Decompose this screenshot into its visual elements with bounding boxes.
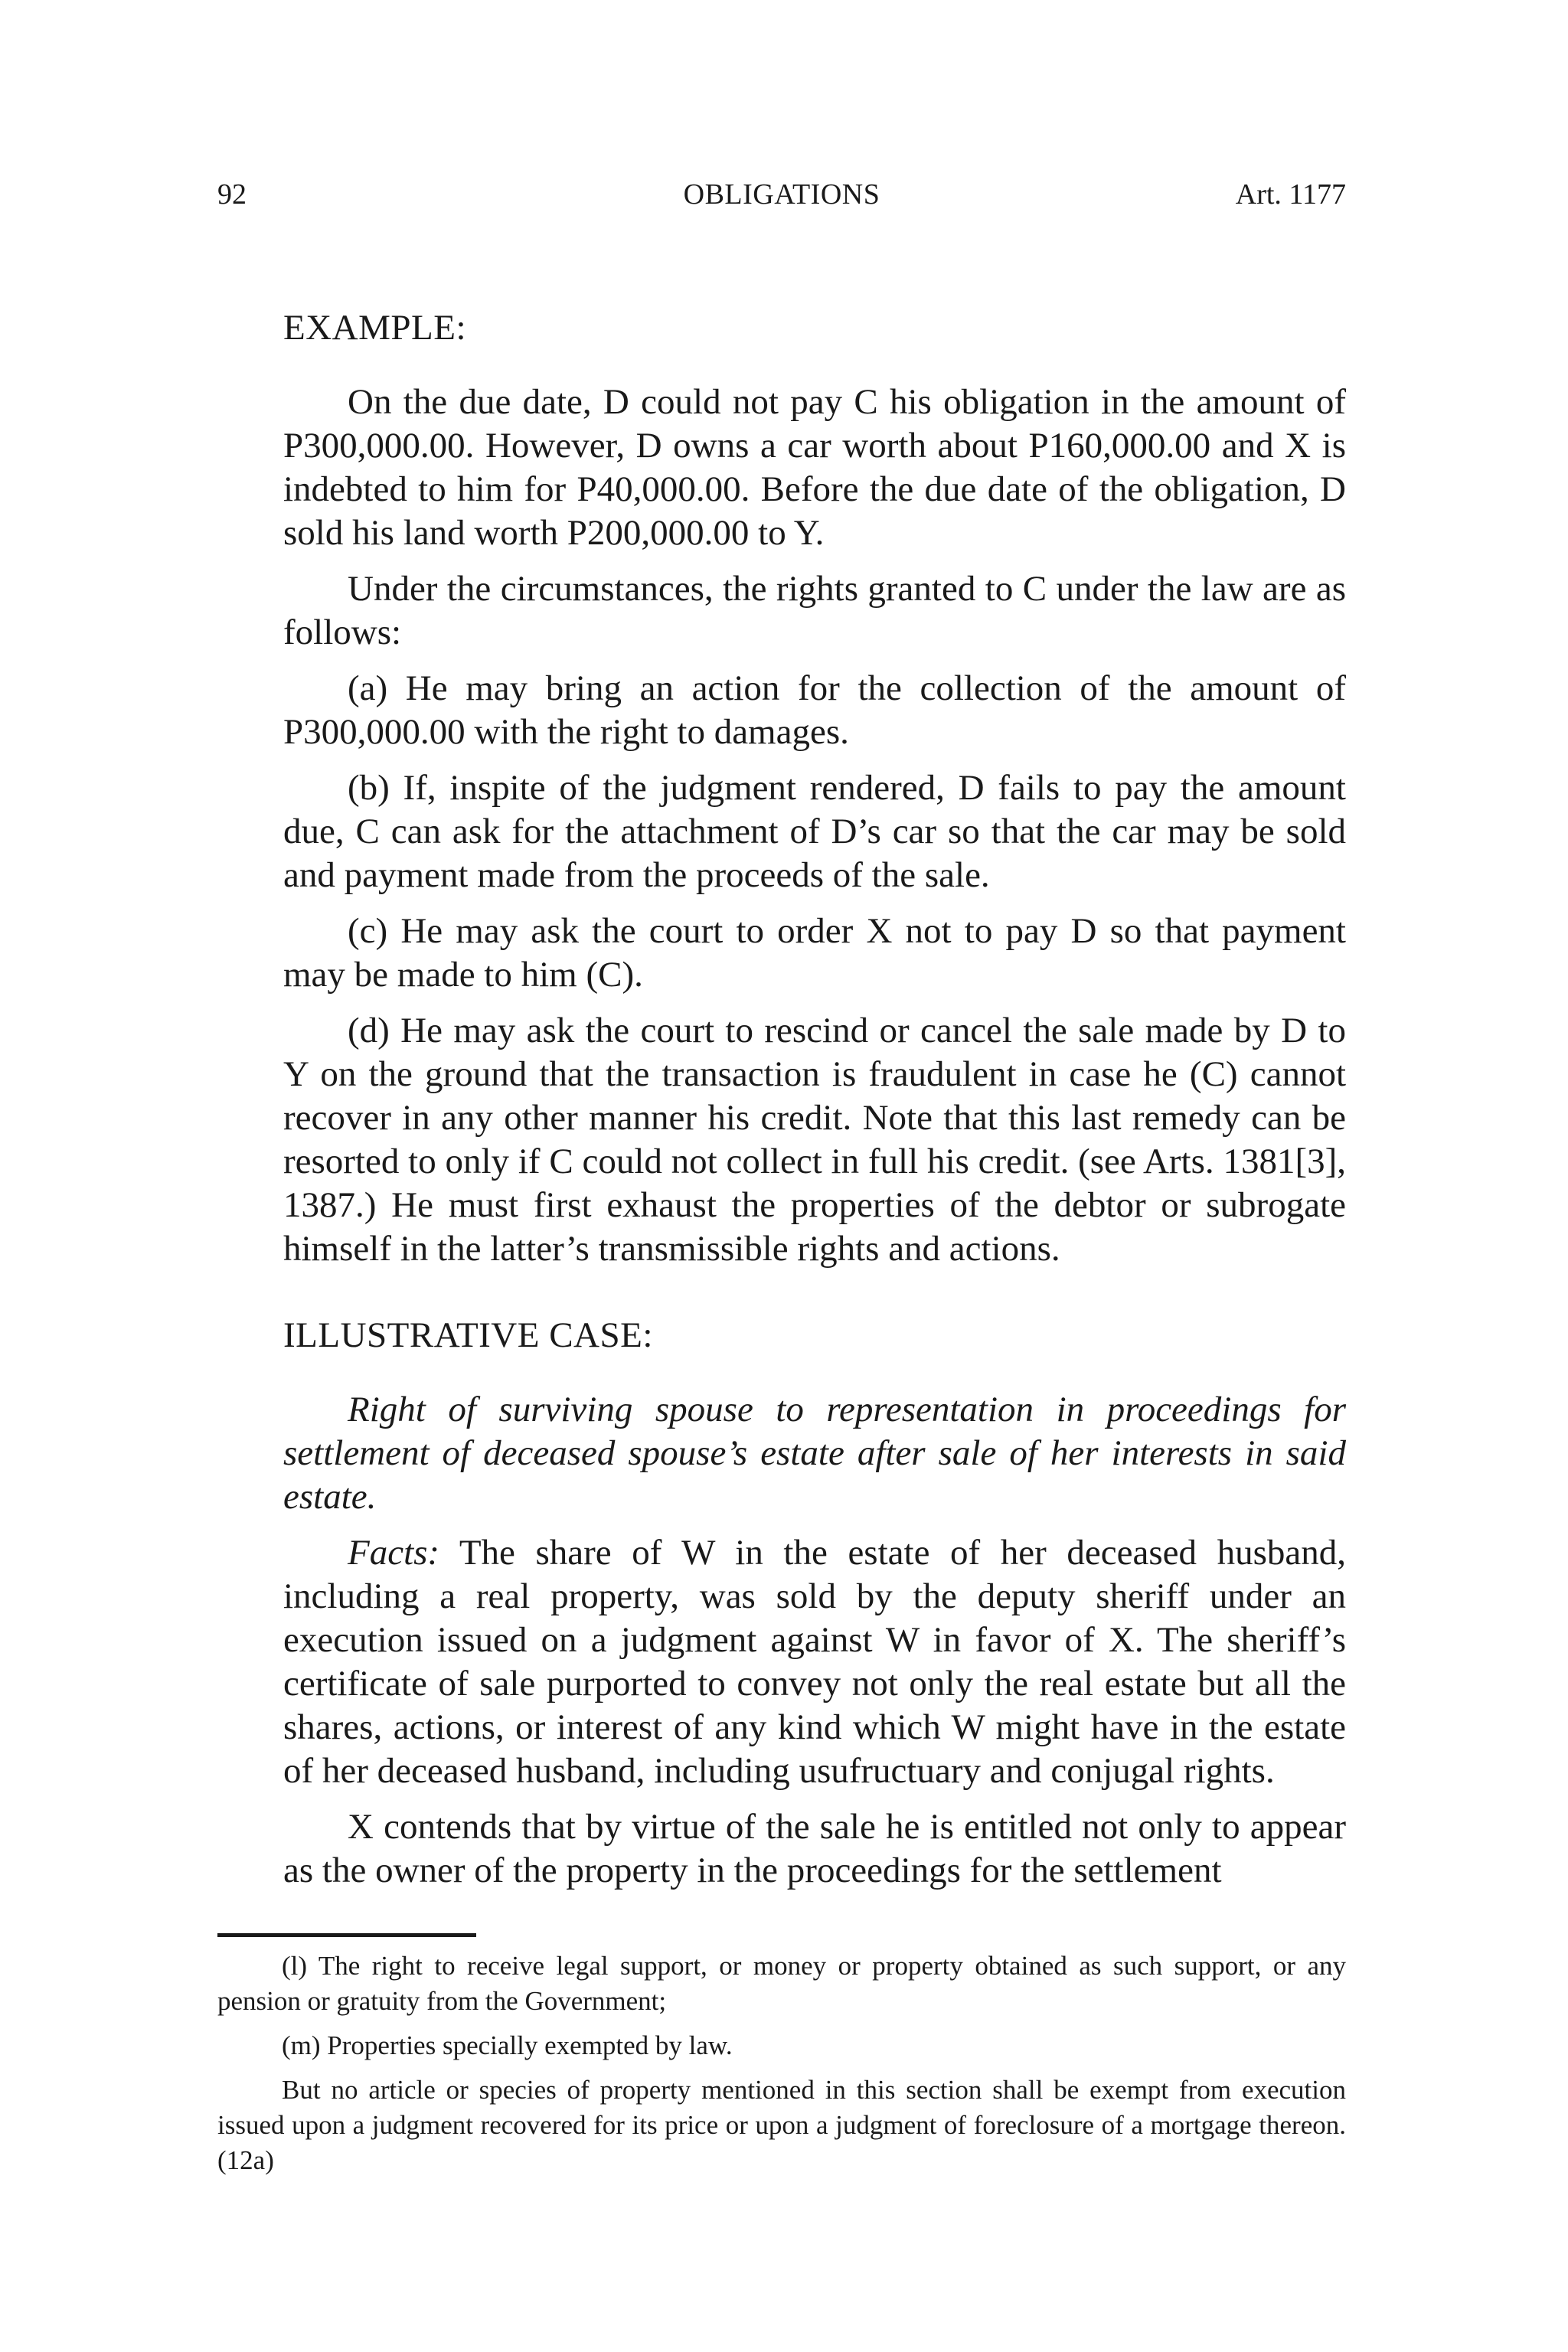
remedy-d: (d) He may ask the court to rescind or cancel the sale made by D to Y on the ground that the transaction is fraudulent in case he (C) cannot recover in any other manner his credit. Note that this last remedy can be resorted to only if C could not collect in full his credit. (see Arts. 1381[3], 1387.) He must first exhaust the properties of the debtor or subrogate himself in the latter’s transmissible rights and actions.: [283, 1011, 1346, 1269]
remedy-a: (a) He may bring an action for the collection of the amount of P300,000.00 with the right to damages.: [283, 668, 1346, 752]
example-heading: EXAMPLE:: [283, 308, 466, 348]
facts-text: The share of W in the estate of her deceased husband, including a real property, was sold by the deputy sheriff under an execution issued on a judgment against W in favor of X. The sheriff’s certificate of sale purported to convey not only the real estate but all the shares, actions, or interest of any kind which W might have in the estate of her deceased husband, including usufructuary and conjugal rights.: [283, 1533, 1346, 1791]
remedy-b: (b) If, inspite of the judgment rendered, D fails to pay the amount due, C can ask for the attachment of D’s car so that the car may be sold and payment made from the proceeds of the sale.: [283, 768, 1346, 895]
facts-label: Facts:: [348, 1533, 440, 1573]
illustrative-case-heading: ILLUSTRATIVE CASE:: [283, 1315, 653, 1355]
main-text: [283, 306, 1346, 1905]
footnote-item: But no article or species of property mentioned in this section shall be exempt from execution issued upon a judgment recovered for its price or upon a judgment of foreclosure of a mortgage thereon. (12a): [217, 2075, 1346, 2175]
footnotes: [217, 1949, 1346, 2187]
example-paragraph: Under the circumstances, the rights granted to C under the law are as follows:: [283, 569, 1346, 652]
example-paragraph: On the due date, D could not pay C his obligation in the amount of P300,000.00. However, D owns a car worth about P160,000.00 and X is indebted to him for P40,000.00. Before the due date of the obligation, D sold his land worth P200,000.00 to Y.: [283, 382, 1346, 553]
case-paragraph: X contends that by virtue of the sale he is entitled not only to appear as the owner of the property in the proceedings for the settlement: [283, 1807, 1346, 1890]
page-number: 92: [217, 178, 247, 211]
running-header: [217, 178, 1346, 224]
case-title: Right of surviving spouse to representation in proceedings for settlement of deceased spouse’s estate after sale of her interests in said estate.: [283, 1390, 1346, 1517]
case-facts: [283, 1531, 1346, 1793]
footnote-item: (m) Properties specially exempted by law.: [282, 2030, 733, 2060]
footnote-divider: [217, 1933, 476, 1937]
footnote-item: (l) The right to receive legal support, or money or property obtained as such support, or any pension or gratuity from the Government;: [217, 1951, 1346, 2016]
remedy-c: (c) He may ask the court to order X not to pay D so that payment may be made to him (C).: [283, 911, 1346, 995]
section-title: OBLIGATIONS: [683, 178, 880, 211]
article-reference: Art. 1177: [1235, 178, 1346, 211]
